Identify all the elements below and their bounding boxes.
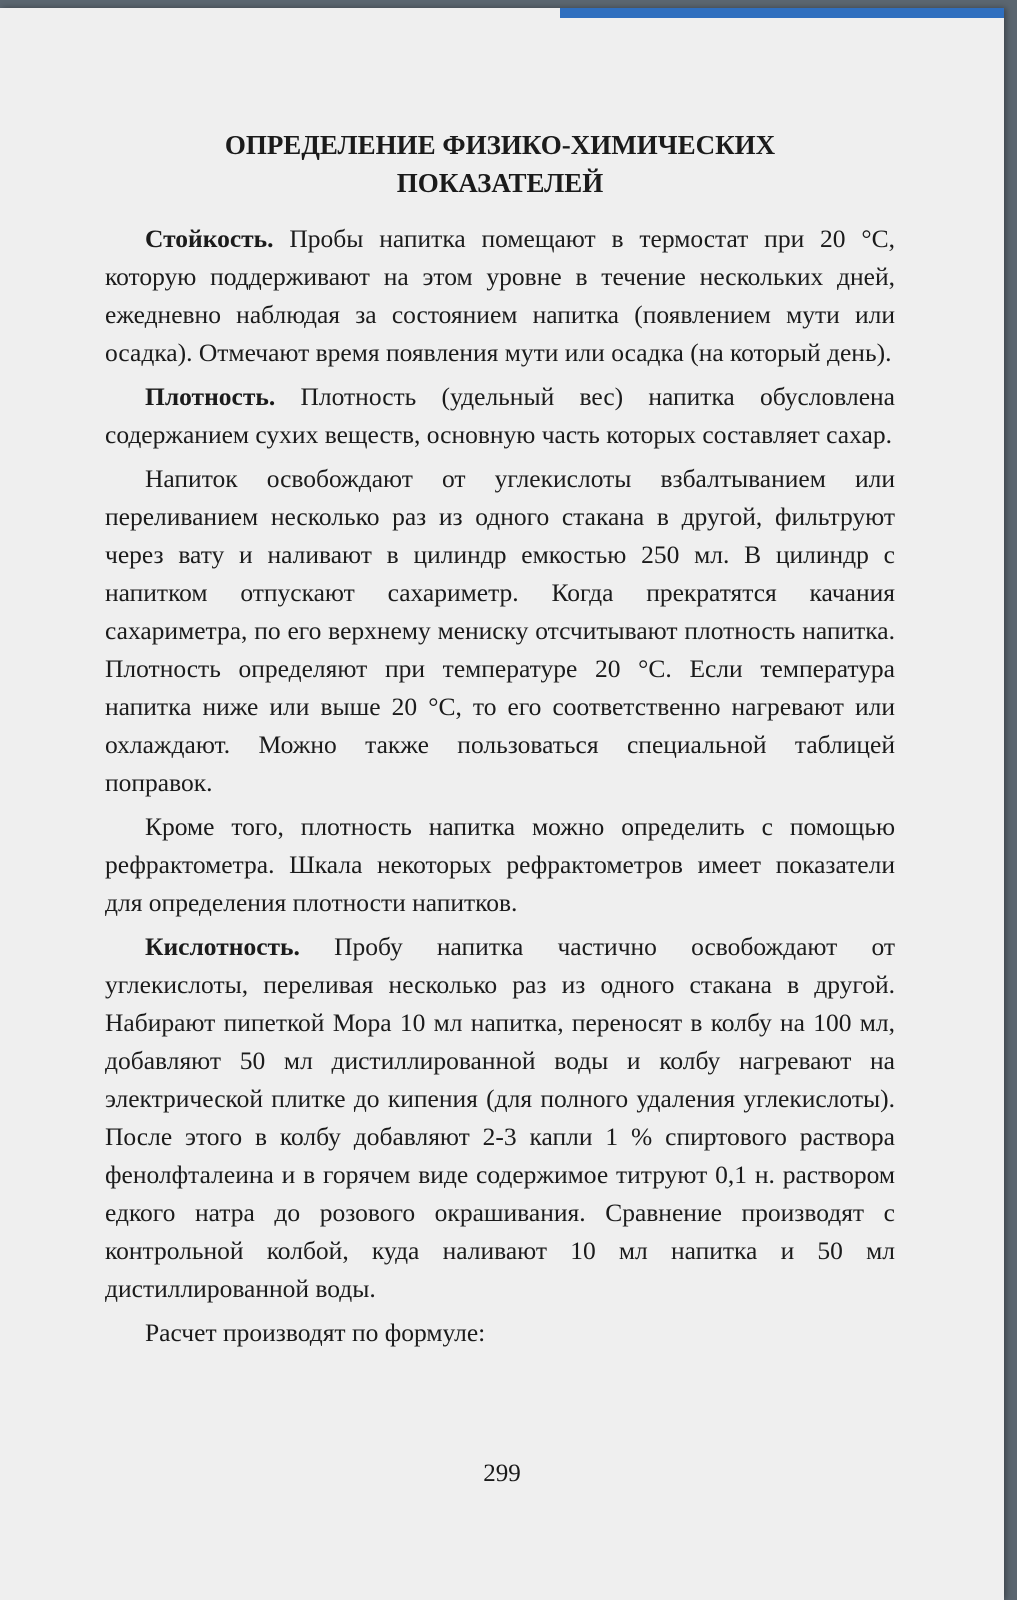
density-text: Плотность (удельный вес) напитка обусловлена содержанием сухих веществ, основную часть которых составляет сахар. [105,382,895,449]
paragraph-density-method: Напиток освобождают от углекислоты взбалтыванием или переливанием несколько раз из одного стакана в другой, фильтруют через вату и наливают в цилиндр емкостью 250 мл. В цилиндр с напитком отпускают сахариметр. Когда прекратятся качания сахариметра, по его верхнему мениску отсчитывают плотность напитка. Плотность определяют при температуре 20 °С. Если температура напитка ниже или выше 20 °С, то его соответственно нагревают или охлаждают. Можно также пользоваться специальной таблицей поправок. [105,464,895,797]
density-lead: Плотность. [145,382,276,411]
acidity-lead: Кислотность. [145,932,300,961]
section-heading [105,126,895,202]
stability-text: Пробы напитка помещают в термостат при 20 °С, которую поддерживают на этом уровне в течение нескольких дней, ежедневно наблюдая за состоянием напитка (появлением мути или осадка). Отмечают время появления мути или осадка (на который день). [105,224,895,367]
page-number: 299 [483,1460,521,1487]
paragraph-density [105,378,895,454]
paragraph-stability [105,220,895,372]
stability-lead: Стойкость. [145,224,274,253]
acidity-text: Пробу напитка частично освобождают от углекислоты, переливая несколько раз из одного стакана в другой. Набирают пипеткой Мора 10 мл напитка, переносят в колбу на 100 мл, добавляют 50 мл дистиллированной воды и колбу нагревают на электрической плитке до кипения (для полного удаления углекислоты). После этого в колбу добавляют 2-3 капли 1 % спиртового раствора фенолфталеина и в горячем виде содержимое титруют 0,1 н. раствором едкого натра до розового окрашивания. Сравнение производят с контрольной колбой, куда наливают 10 мл напитка и 50 мл дистиллированной воды. [105,932,895,1303]
heading-line-1: ОПРЕДЕЛЕНИЕ ФИЗИКО-ХИМИЧЕСКИХ [224,130,776,160]
heading-line-2: ПОКАЗАТЕЛЕЙ [396,168,604,198]
paragraph-acidity [105,928,895,1308]
book-page [0,8,1004,1600]
cover-edge [560,8,1004,18]
paragraph-density-refractometer: Кроме того, плотность напитка можно определить с помощью рефрактометра. Шкала некоторых рефрактометров имеет показатели для определения плотности напитков. [105,812,895,917]
paragraph-formula-intro: Расчет производят по формуле: [145,1318,486,1347]
page-content [105,126,895,1358]
